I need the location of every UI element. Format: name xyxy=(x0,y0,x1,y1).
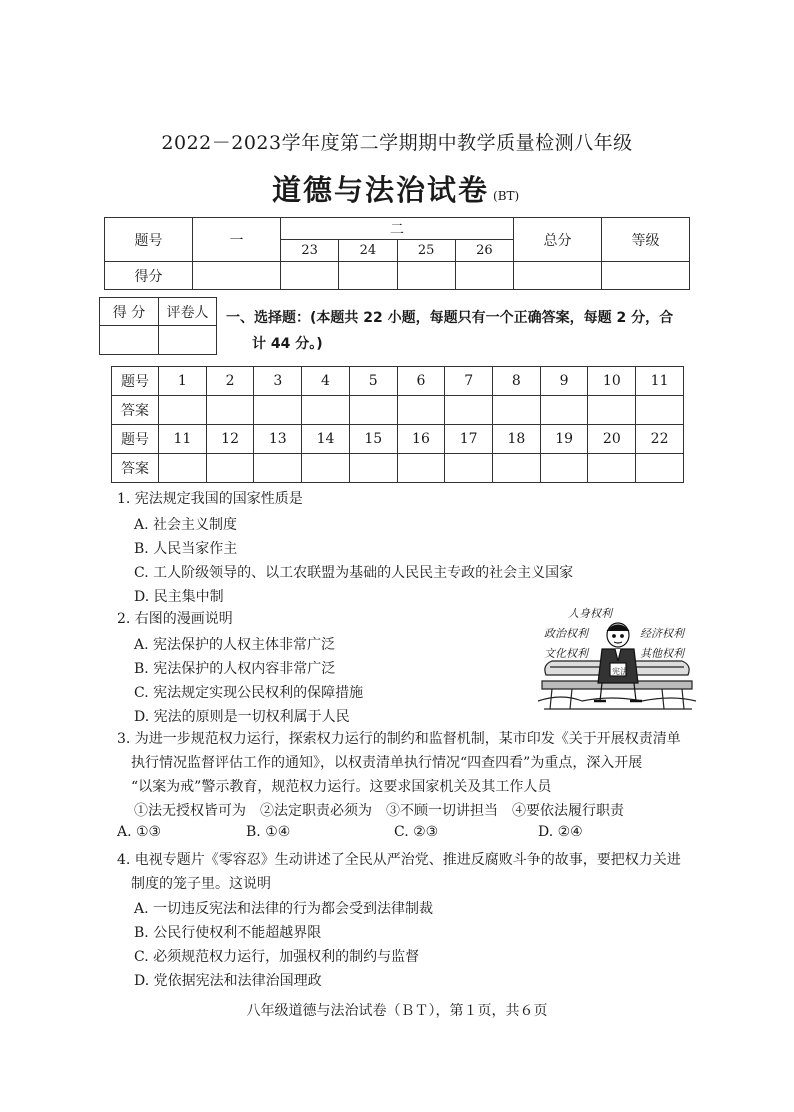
q3-items: ①法无授权皆可为 ②法定职责必须为 ③不顾一切讲担当 ④要依法履行职责 xyxy=(134,803,624,819)
grader-name-label: 评卷人 xyxy=(159,298,217,326)
q4-option-a: A. 一切违反宪法和法律的行为都会受到法律制裁 xyxy=(134,901,434,917)
score-table-header-part2: 二 xyxy=(281,218,514,240)
answer-grid-num: 2 xyxy=(206,367,254,396)
cartoon-label: 经济权利 xyxy=(640,627,684,640)
answer-grid-num: 14 xyxy=(302,425,350,454)
answer-grid-num: 3 xyxy=(254,367,302,396)
score-cell[interactable] xyxy=(455,262,513,290)
q1-option-b: B. 人民当家作主 xyxy=(134,541,238,557)
q2-option-d: D. 宪法的原则是一切权利属于人民 xyxy=(134,709,350,725)
score-cell[interactable] xyxy=(339,262,397,290)
answer-grid-num: 20 xyxy=(588,425,636,454)
section-heading-line1: 一、选择题：(本题共 22 小题，每题只有一个正确答案，每题 2 分，合 xyxy=(226,310,674,326)
answer-grid-label-num: 题号 xyxy=(112,425,159,454)
answer-cell[interactable] xyxy=(445,396,493,425)
answer-cell[interactable] xyxy=(540,454,588,483)
score-cell[interactable] xyxy=(602,262,690,290)
answer-grid-label-ans: 答案 xyxy=(112,396,159,425)
answer-cell[interactable] xyxy=(254,454,302,483)
exam-header-line: 2022－2023学年度第二学期期中教学质量检测八年级 xyxy=(161,132,633,154)
answer-grid-num: 1 xyxy=(159,367,207,396)
cartoon-drawing xyxy=(532,605,702,717)
answer-cell[interactable] xyxy=(493,454,541,483)
cartoon-label: 文化权利 xyxy=(544,647,588,660)
answer-cell[interactable] xyxy=(254,396,302,425)
grader-name-cell[interactable] xyxy=(159,326,217,355)
answer-cell[interactable] xyxy=(636,396,684,425)
answer-cell[interactable] xyxy=(302,396,350,425)
answer-grid-num: 16 xyxy=(397,425,445,454)
grader-box xyxy=(99,297,217,355)
score-table-sub-23: 23 xyxy=(281,240,339,262)
section-heading-line2: 计 44 分。) xyxy=(252,336,323,352)
answer-cell[interactable] xyxy=(445,454,493,483)
cartoon-label: 其他权利 xyxy=(640,647,684,660)
answer-grid-num: 15 xyxy=(349,425,397,454)
answer-grid-num: 22 xyxy=(636,425,684,454)
q2-option-c: C. 宪法规定实现公民权利的保障措施 xyxy=(134,685,364,701)
answer-grid-num: 6 xyxy=(397,367,445,396)
answer-cell[interactable] xyxy=(159,454,207,483)
score-table-header-qnum: 题号 xyxy=(105,218,193,262)
q3-choice-a: A. ①③ xyxy=(117,824,162,840)
q1-option-d: D. 民主集中制 xyxy=(134,589,224,605)
score-table-header-total: 总分 xyxy=(514,218,602,262)
exam-title-text: 道德与法治试卷 xyxy=(272,173,490,207)
answer-cell[interactable] xyxy=(349,396,397,425)
q2-cartoon-image xyxy=(532,605,702,717)
answer-cell[interactable] xyxy=(206,454,254,483)
q3-stem-line: 执行情况监督评估工作的通知》，以权责清单执行情况“四查四看”为重点，深入开展 xyxy=(131,755,643,771)
answer-grid-num: 5 xyxy=(349,367,397,396)
q1-stem: 1. 宪法规定我国的国家性质是 xyxy=(117,491,303,507)
score-table-sub-26: 26 xyxy=(455,240,513,262)
q3-choice-d: D. ②④ xyxy=(538,824,583,840)
answer-cell[interactable] xyxy=(588,454,636,483)
score-table-sub-24: 24 xyxy=(339,240,397,262)
answer-grid-num: 19 xyxy=(540,425,588,454)
cartoon-book-label: 宪法 xyxy=(612,667,628,676)
q4-stem xyxy=(117,848,707,896)
q4-option-d: D. 党依据宪法和法律治国理政 xyxy=(134,973,322,989)
q4-stem-line: 4. 电视专题片《零容忍》生动讲述了全民从严治党、推进反腐败斗争的故事，要把权力关进 xyxy=(117,852,681,868)
answer-cell[interactable] xyxy=(159,396,207,425)
answer-grid xyxy=(111,366,684,483)
q2-option-b: B. 宪法保护的人权内容非常广泛 xyxy=(134,661,336,677)
answer-cell[interactable] xyxy=(397,396,445,425)
exam-edition: (BT) xyxy=(493,189,520,203)
section-heading xyxy=(226,305,696,357)
answer-cell[interactable] xyxy=(493,396,541,425)
q1-option-c: C. 工人阶级领导的、以工农联盟为基础的人民民主专政的社会主义国家 xyxy=(134,565,574,581)
score-table-header-grade: 等级 xyxy=(602,218,690,262)
page-footer: 八年级道德与法治试卷（ＢＴ），第１页，共６页 xyxy=(246,1003,548,1019)
answer-grid-num: 17 xyxy=(445,425,493,454)
q1-option-a: A. 社会主义制度 xyxy=(134,517,238,533)
q3-stem-line: “以案为戒”警示教育，规范权力运行。这要求国家机关及其工作人员 xyxy=(131,779,552,795)
score-table-header-part1: 一 xyxy=(193,218,281,262)
answer-cell[interactable] xyxy=(540,396,588,425)
answer-grid-num: 8 xyxy=(493,367,541,396)
cartoon-label: 人身权利 xyxy=(568,607,612,620)
q2-stem: 2. 右图的漫画说明 xyxy=(117,611,233,627)
q3-choice-b: B. ①④ xyxy=(246,824,291,840)
answer-grid-num: 7 xyxy=(445,367,493,396)
answer-grid-num: 10 xyxy=(588,367,636,396)
q3-choices xyxy=(117,824,677,844)
answer-grid-num: 9 xyxy=(540,367,588,396)
answer-grid-num: 11 xyxy=(159,425,207,454)
answer-grid-label-ans: 答案 xyxy=(112,454,159,483)
answer-grid-num: 18 xyxy=(493,425,541,454)
answer-grid-num: 11 xyxy=(636,367,684,396)
q3-stem xyxy=(117,727,707,799)
answer-grid-num: 13 xyxy=(254,425,302,454)
q4-option-c: C. 必须规范权力运行，加强权利的制约与监督 xyxy=(134,949,420,965)
q4-option-b: B. 公民行使权利不能超越界限 xyxy=(134,925,322,941)
score-cell[interactable] xyxy=(514,262,602,290)
score-cell[interactable] xyxy=(193,262,281,290)
answer-cell[interactable] xyxy=(302,454,350,483)
exam-title xyxy=(272,168,519,209)
q3-choice-c: C. ②③ xyxy=(394,824,439,840)
grader-score-label: 得 分 xyxy=(100,298,159,326)
score-table-sub-25: 25 xyxy=(397,240,455,262)
cartoon-label: 政治权利 xyxy=(544,627,588,640)
answer-cell[interactable] xyxy=(397,454,445,483)
q4-stem-line: 制度的笼子里。这说明 xyxy=(131,876,271,892)
score-cell[interactable] xyxy=(281,262,339,290)
answer-grid-num: 4 xyxy=(302,367,350,396)
answer-cell[interactable] xyxy=(206,396,254,425)
score-table xyxy=(104,217,690,290)
answer-grid-label-num: 题号 xyxy=(112,367,159,396)
answer-cell[interactable] xyxy=(588,396,636,425)
answer-cell[interactable] xyxy=(349,454,397,483)
answer-cell[interactable] xyxy=(636,454,684,483)
q3-stem-line: 3. 为进一步规范权力运行，探索权力运行的制约和监督机制，某市印发《关于开展权责清单 xyxy=(117,731,681,747)
score-table-row-label: 得分 xyxy=(105,262,193,290)
q2-option-a: A. 宪法保护的人权主体非常广泛 xyxy=(134,637,336,653)
answer-grid-num: 12 xyxy=(206,425,254,454)
grader-score-cell[interactable] xyxy=(100,326,159,355)
score-cell[interactable] xyxy=(397,262,455,290)
